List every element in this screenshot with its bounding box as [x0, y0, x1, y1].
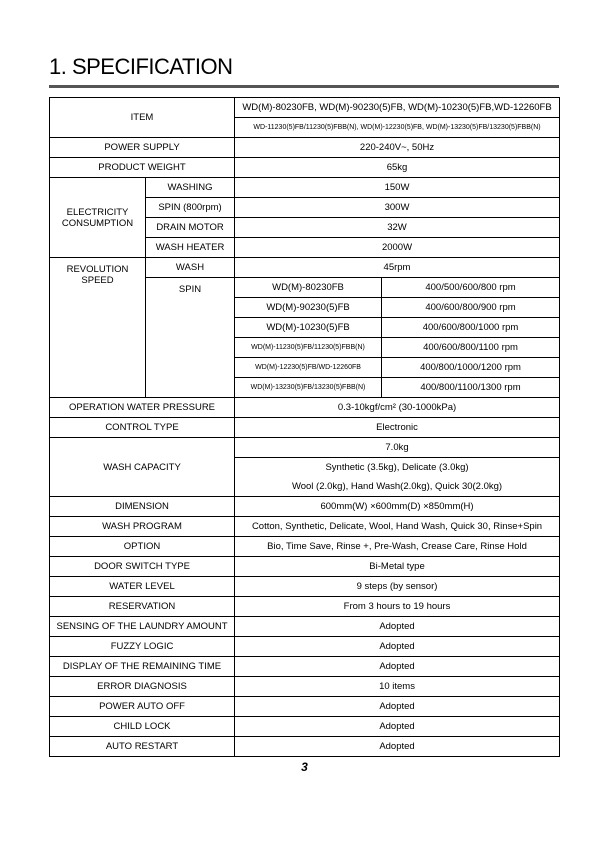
table-row — [50, 138, 560, 158]
table-row — [50, 258, 560, 278]
spec-value: 65kg — [235, 158, 560, 178]
spec-value: Adopted — [235, 717, 560, 737]
spec-value: Bio, Time Save, Rinse +, Pre-Wash, Crease Care, Rinse Hold — [235, 537, 560, 557]
table-row — [50, 158, 560, 178]
title-rule — [49, 85, 559, 88]
spec-value: 10 items — [235, 677, 560, 697]
table-row — [50, 717, 560, 737]
table-row — [50, 557, 560, 577]
spin-value: 400/600/800/1100 rpm — [382, 338, 560, 358]
electricity-label: ELECTRICITY CONSUMPTION — [50, 178, 146, 258]
spec-value: 300W — [235, 198, 560, 218]
spec-label: AUTO RESTART — [50, 737, 235, 757]
spec-value: 0.3-10kgf/cm² (30-1000kPa) — [235, 398, 560, 418]
spec-sublabel: DRAIN MOTOR — [146, 218, 235, 238]
table-row — [50, 537, 560, 557]
table-row — [50, 597, 560, 617]
spec-label: FUZZY LOGIC — [50, 637, 235, 657]
spec-label: POWER SUPPLY — [50, 138, 235, 158]
table-row — [50, 737, 560, 757]
spin-model: WD(M)-10230(5)FB — [235, 318, 382, 338]
spec-label: ERROR DIAGNOSIS — [50, 677, 235, 697]
spec-value: 220-240V~, 50Hz — [235, 138, 560, 158]
spec-sublabel: WASH — [146, 258, 235, 278]
spin-model: WD(M)-90230(5)FB — [235, 298, 382, 318]
spec-value: 7.0kg — [235, 438, 560, 458]
table-row — [50, 577, 560, 597]
spec-label: OPTION — [50, 537, 235, 557]
spec-value: Adopted — [235, 657, 560, 677]
spin-model: WD(M)-13230(5)FB/13230(5)FBB(N) — [235, 378, 382, 398]
spec-value: Adopted — [235, 697, 560, 717]
table-row — [50, 517, 560, 537]
page-number: 3 — [301, 760, 308, 774]
spec-value: 32W — [235, 218, 560, 238]
spec-value: Electronic — [235, 418, 560, 438]
spec-sublabel: SPIN (800rpm) — [146, 198, 235, 218]
spin-label: SPIN — [146, 278, 235, 398]
spec-value: 9 steps (by sensor) — [235, 577, 560, 597]
spec-label: WASH PROGRAM — [50, 517, 235, 537]
spec-value: 2000W — [235, 238, 560, 258]
spec-label: OPERATION WATER PRESSURE — [50, 398, 235, 418]
spec-label: SENSING OF THE LAUNDRY AMOUNT — [50, 617, 235, 637]
spec-label: DIMENSION — [50, 497, 235, 517]
table-row — [50, 178, 560, 198]
spin-model: WD(M)-12230(5)FB/WD-12260FB — [235, 358, 382, 378]
spec-value: Synthetic (3.5kg), Delicate (3.0kg) — [235, 458, 560, 478]
spec-value: 150W — [235, 178, 560, 198]
models-line-1: WD(M)-80230FB, WD(M)-90230(5)FB, WD(M)-10230(5)FB,WD-12260FB — [235, 98, 560, 118]
spin-value: 400/800/1000/1200 rpm — [382, 358, 560, 378]
spec-label: CHILD LOCK — [50, 717, 235, 737]
spec-sublabel: WASHING — [146, 178, 235, 198]
spin-value: 400/600/800/1000 rpm — [382, 318, 560, 338]
spec-label: WATER LEVEL — [50, 577, 235, 597]
spec-value: Cotton, Synthetic, Delicate, Wool, Hand Wash, Quick 30, Rinse+Spin — [235, 517, 560, 537]
spec-label: CONTROL TYPE — [50, 418, 235, 438]
page-title: 1. SPECIFICATION — [49, 54, 233, 79]
table-row — [50, 398, 560, 418]
spec-value: Wool (2.0kg), Hand Wash(2.0kg), Quick 30(2.0kg) — [235, 477, 560, 497]
revolution-label: REVOLUTION SPEED — [50, 258, 146, 398]
spin-value: 400/500/600/800 rpm — [382, 278, 560, 298]
spec-label: PRODUCT WEIGHT — [50, 158, 235, 178]
table-row — [50, 677, 560, 697]
spec-value: Bi-Metal type — [235, 557, 560, 577]
table-row — [50, 98, 560, 118]
spec-table — [49, 97, 560, 757]
spec-value: 600mm(W) ×600mm(D) ×850mm(H) — [235, 497, 560, 517]
spec-label: DOOR SWITCH TYPE — [50, 557, 235, 577]
spin-value: 400/800/1100/1300 rpm — [382, 378, 560, 398]
spec-value: 45rpm — [235, 258, 560, 278]
spec-value: Adopted — [235, 737, 560, 757]
table-row — [50, 497, 560, 517]
table-row — [50, 438, 560, 458]
spec-label: RESERVATION — [50, 597, 235, 617]
models-line-2: WD-11230(5)FB/11230(5)FBB(N), WD(M)-12230(5)FB, WD(M)-13230(5)FB/13230(5)FBB(N) — [235, 118, 560, 138]
spec-label: WASH CAPACITY — [50, 438, 235, 497]
item-header: ITEM — [50, 98, 235, 138]
spec-value: From 3 hours to 19 hours — [235, 597, 560, 617]
table-row — [50, 637, 560, 657]
table-row — [50, 697, 560, 717]
spec-sublabel: WASH HEATER — [146, 238, 235, 258]
spin-model: WD(M)-80230FB — [235, 278, 382, 298]
table-row — [50, 418, 560, 438]
spec-value: Adopted — [235, 637, 560, 657]
spin-value: 400/600/800/900 rpm — [382, 298, 560, 318]
spec-label: POWER AUTO OFF — [50, 697, 235, 717]
spec-label: DISPLAY OF THE REMAINING TIME — [50, 657, 235, 677]
spec-value: Adopted — [235, 617, 560, 637]
table-row — [50, 617, 560, 637]
table-row — [50, 657, 560, 677]
spin-model: WD(M)-11230(5)FB/11230(5)FBB(N) — [235, 338, 382, 358]
